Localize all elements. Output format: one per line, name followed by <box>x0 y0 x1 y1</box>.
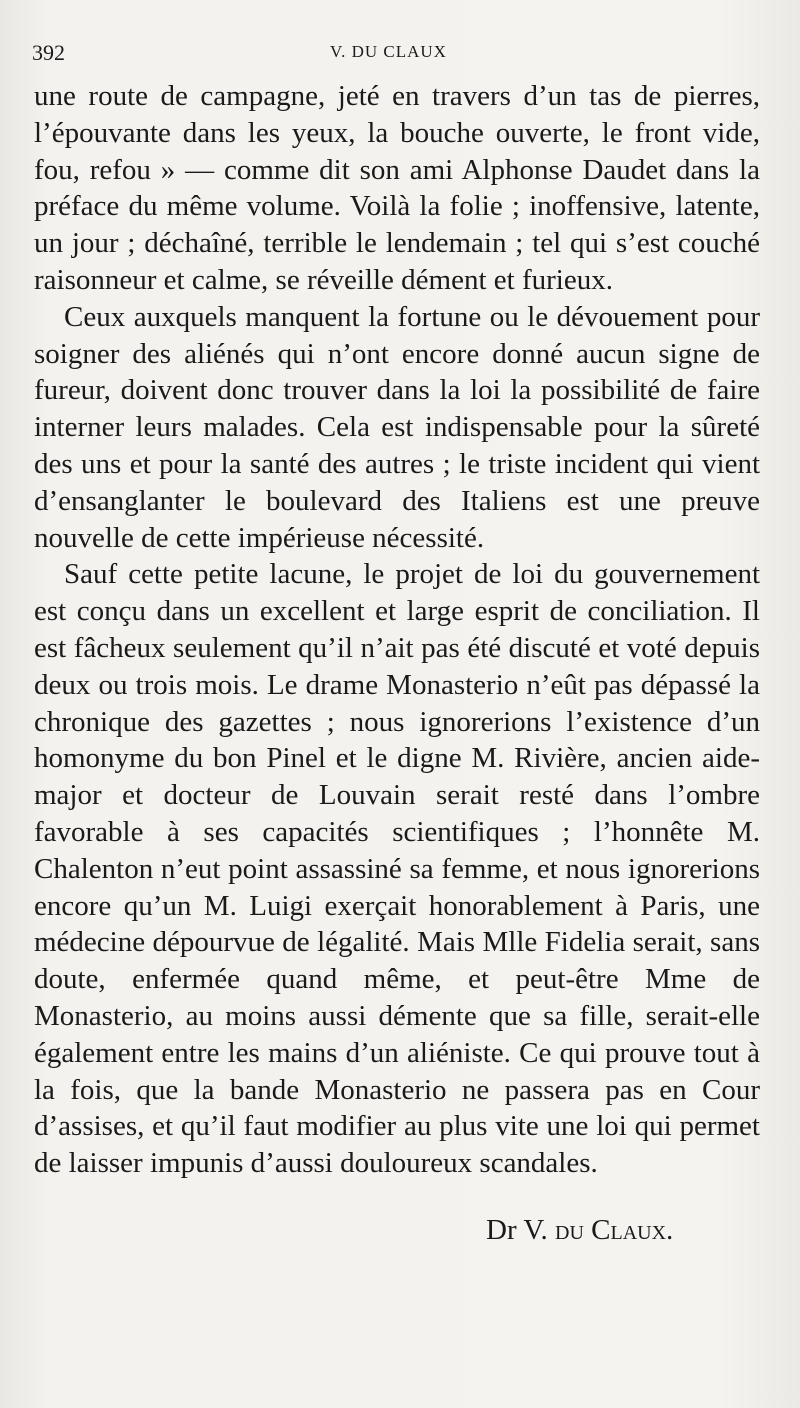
paragraph-2: Ceux auxquels manquent la fortune ou le dévouement pour soigner des aliénés qui n’ont encore donné aucun signe de fureur, doivent donc trouver dans la loi la possibilité de faire interner leurs malades. Cela est indispensable pour la sûreté des uns et pour la santé des autres ; le triste incident qui vient d’ensanglanter le boulevard des Italiens est une preuve nouvelle de cette impérieuse nécessité. <box>34 300 760 554</box>
page-number: 392 <box>32 40 65 65</box>
paragraph-3: Sauf cette petite lacune, le projet de loi du gouvernement est conçu dans un excellent et large esprit de conciliation. Il est fâcheux seulement qu’il n’ait pas été discuté et voté depuis deux ou trois mois. Le drame Monasterio n’eût pas dépassé la chronique des gazettes ; nous ignorerions l’existence d’un homonyme du bon Pinel et le digne M. Rivière, ancien aide-major et docteur de Louvain serait resté dans l’ombre favorable à ses capacités scientifiques ; l’honnête M. Chalenton n’eut point assassiné sa femme, et nous ignorerions encore qu’un M. Luigi exerçait honorablement à Paris, une médecine dépourvue de légalité. Mais Mlle Fidelia serait, sans doute, enfermée quand même, et peut-être Mme de Monasterio, au moins aussi démente que sa fille, serait-elle également entre les mains d’un aliéniste. Ce qui prouve tout à la fois, que la bande Monasterio ne passera pas en Cour d’assises, et qu’il faut modifier au plus vite une loi qui permet de laisser impunis d’aussi douloureux scandales. <box>34 558 760 1180</box>
running-head: V. DU CLAUX <box>330 42 447 61</box>
signature-prefix: Dr V. <box>486 1214 548 1246</box>
author-signature <box>486 1214 673 1247</box>
body-text <box>34 78 760 1182</box>
page-header <box>32 40 760 70</box>
paragraph-1: une route de campagne, jeté en travers d’un tas de pierres, l’épouvante dans les yeux, la bouche ouverte, le front vide, fou, refou » — comme dit son ami Alphonse Daudet dans la préface du même volume. Voilà la folie ; inoffensive, latente, un jour ; déchaîné, terrible le lendemain ; tel qui s’est couché raisonneur et calme, se réveille dément et furieux. <box>34 80 760 296</box>
signature-name: du Claux. <box>555 1214 674 1246</box>
